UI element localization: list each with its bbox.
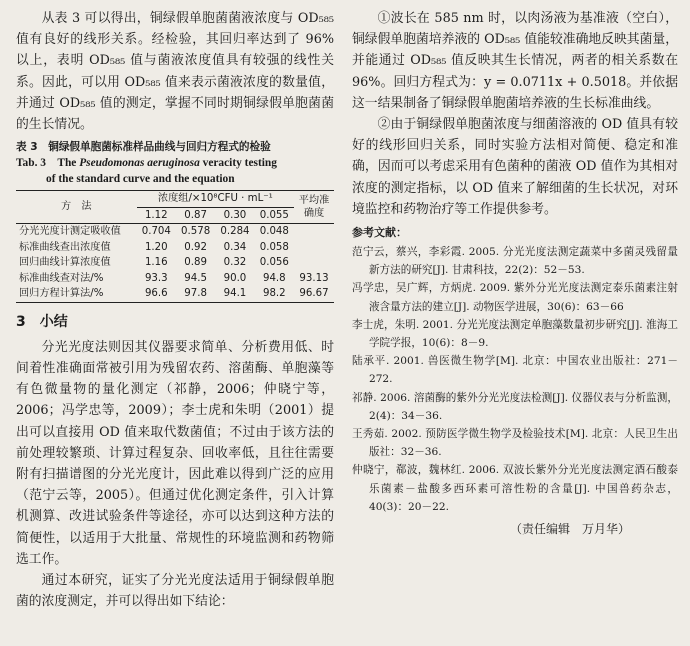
row-label: 回归方程计算法/% <box>16 286 137 302</box>
section-title: 3 小结 <box>16 313 68 330</box>
reference-item: 李士虎，朱明. 2001. 分光光度法测定单胞藻数量初步研究[J]. 淮海工学院学报，10(6)：8－9. <box>352 318 678 350</box>
table-cell-avg <box>294 224 334 240</box>
table-header-row <box>16 191 334 208</box>
table-cell: 0.34 <box>223 241 247 253</box>
table-cell-avg <box>294 255 334 271</box>
table-cell: 0.92 <box>184 241 207 253</box>
table-cell-avg: 93.13 <box>299 272 329 284</box>
reference-item: 祁静. 2006. 溶菌酶的紫外分光光度法检测[J]. 仪器仪表与分析监测，2(4)：34－36. <box>352 391 678 422</box>
reference-item: 仲晓宁，郗波，魏林红. 2006. 双波长紫外分光光度法测定酒石酸泰乐菌素－盐酸多西环素可溶性粉的含量[J]. 中国兽药杂志，40(3)：20－22. <box>352 464 678 513</box>
table-cell: 0.578 <box>181 226 211 238</box>
table-cell: 97.8 <box>176 286 215 302</box>
table-row <box>16 286 334 302</box>
table-row <box>16 255 334 271</box>
concentration-header: 浓度组/×10⁸CFU · mL⁻¹ <box>137 191 294 208</box>
table-cell: 98.2 <box>255 286 294 302</box>
left-column <box>16 8 334 612</box>
references-title: 参考文献： <box>352 226 407 240</box>
right-column <box>352 8 678 537</box>
editor-note: （责任编辑 万月华） <box>509 522 630 537</box>
reference-item: 范宁云，蔡兴，李彩霞. 2005. 分光光度法测定蔬菜中多菌灵残留量新方法的研究[J]. 甘肃科技，22(2)：52－53. <box>352 246 678 277</box>
table-cell: 0.89 <box>184 257 207 269</box>
row-label: 标准曲线查出浓度值 <box>19 241 111 253</box>
table-row <box>16 240 334 256</box>
table-cell: 94.8 <box>262 272 286 284</box>
conc-value: 0.87 <box>176 207 215 224</box>
method-header: 方 法 <box>16 191 137 224</box>
avg-accuracy-header: 平均准确度 <box>294 191 334 224</box>
table-cell: 1.16 <box>144 257 168 269</box>
table-cell: 0.32 <box>223 257 247 269</box>
table-title-en-prefix: Tab. 3 The <box>16 157 80 170</box>
table-cell-avg <box>294 240 334 256</box>
reference-item: 王秀茹. 2002. 预防医学微生物学及检验技术[M]. 北京：人民卫生出版社：32－36. <box>352 428 678 459</box>
conc-value: 0.30 <box>215 207 254 224</box>
table-cell: 0.048 <box>259 226 289 238</box>
data-table <box>16 190 334 303</box>
row-label: 回归曲线计算浓度值 <box>19 257 111 269</box>
left-paragraph-1: 从表 3 可以得出，铜绿假单胞菌菌液浓度与 OD₅₈₅ 值有良好的线形关系。经检验，其回归率达到了 96% 以上，表明 OD₅₈₅ 值与菌液浓度值具有较强的线性关系。因此，可以用 OD₅₈₅ 值来表示菌液浓度的数量值，并通过 OD₅₈₅ 值的测定，掌握不同时期铜绿假单胞菌菌的生长情况。 <box>16 11 334 133</box>
row-label: 标准曲线查对法/% <box>19 272 104 284</box>
table-row <box>16 224 334 240</box>
table-cell: 94.5 <box>184 272 207 284</box>
row-label: 分光光度计测定吸收值 <box>19 226 121 238</box>
left-paragraph-2: 分光光度法则因其仪器要求简单、分析费用低、时间着性准确面常被引用为残留农药、溶菌酶、单胞藻等有色微量物的量化测定（祁静，2006；仲晓宁等，2006；冯学忠等，2009）；李士虎和朱明（2001）提出可以直接用 OD 值来取代数菌值；不过由于该方法的前处理较繁琐、计算过程复杂、回收率低，且往往需要附有扫描谱图的分光光度计，因此难以得到广泛的应用（范宁云等，2005）。但通过优化测定条件，引入计算机测算、改进试验条件等途径，亦可以达到这种方法的简便性，以适用于大批量、常规性的环境监测和药物筛选工作。 <box>16 339 334 567</box>
table-title-en-line2: of the standard curve and the equation <box>46 173 235 186</box>
table-row <box>16 271 334 287</box>
conc-value: 0.055 <box>255 207 294 224</box>
table-title-cn: 表 3 铜绿假单胞菌标准样品曲线与回归方程式的检验 <box>16 141 271 154</box>
right-paragraph-1: ①波长在 585 nm 时，以肉汤液为基准液（空白），铜绿假单胞菌培养液的 OD₅₈₅ 值能较准确地反映其菌量，并能通过 OD₅₈₅ 值反映其生长情况，两者的相关系数在 96%。回归方程式为：y = 0.0711x + 0.5018。并依据这一结果制备了铜绿假单胞菌培养液的生长标准曲线。 <box>352 11 678 111</box>
table-title-en <box>16 155 334 187</box>
table-title-en-suffix: veracity testing <box>199 157 277 170</box>
reference-item: 冯学忠，吴广辉，方炳虎. 2009. 紫外分光光度法测定泰乐菌素注射液含量方法的建立[J]. 动物医学进展，30(6)：63－66 <box>352 282 678 313</box>
conc-value: 1.12 <box>137 207 176 224</box>
left-paragraph-3: 通过本研究，证实了分光光度法适用于铜绿假单胞菌的浓度测定，并可以得出如下结论： <box>16 572 334 610</box>
table-cell: 0.058 <box>259 241 289 253</box>
reference-item: 陆承平. 2001. 兽医微生物学[M]. 北京：中国农业出版社：271－272. <box>352 355 678 386</box>
table-cell: 90.0 <box>223 272 247 284</box>
table-cell-avg: 96.67 <box>294 286 334 302</box>
right-paragraph-2: ②由于铜绿假单胞菌浓度与细菌溶液的 OD 值具有较好的线形回归关系，同时实验方法相对简便、稳定和准确，因而可以考虑采用有色菌种的菌液 OD 值作为其相对浓度的测定指标，以 OD 值来了解细菌的生长状况，对环境监控和药物治疗等工作提供参考。 <box>352 117 678 217</box>
table-cell: 1.20 <box>144 241 168 253</box>
table-cell: 0.056 <box>259 257 289 269</box>
table-cell: 0.704 <box>141 226 171 238</box>
table-cell: 94.1 <box>215 286 254 302</box>
table-cell: 96.6 <box>137 286 176 302</box>
table-cell: 93.3 <box>144 272 168 284</box>
table-title-en-species: Pseudomonas aeruginosa <box>79 157 200 170</box>
table-cell: 0.284 <box>220 226 250 238</box>
